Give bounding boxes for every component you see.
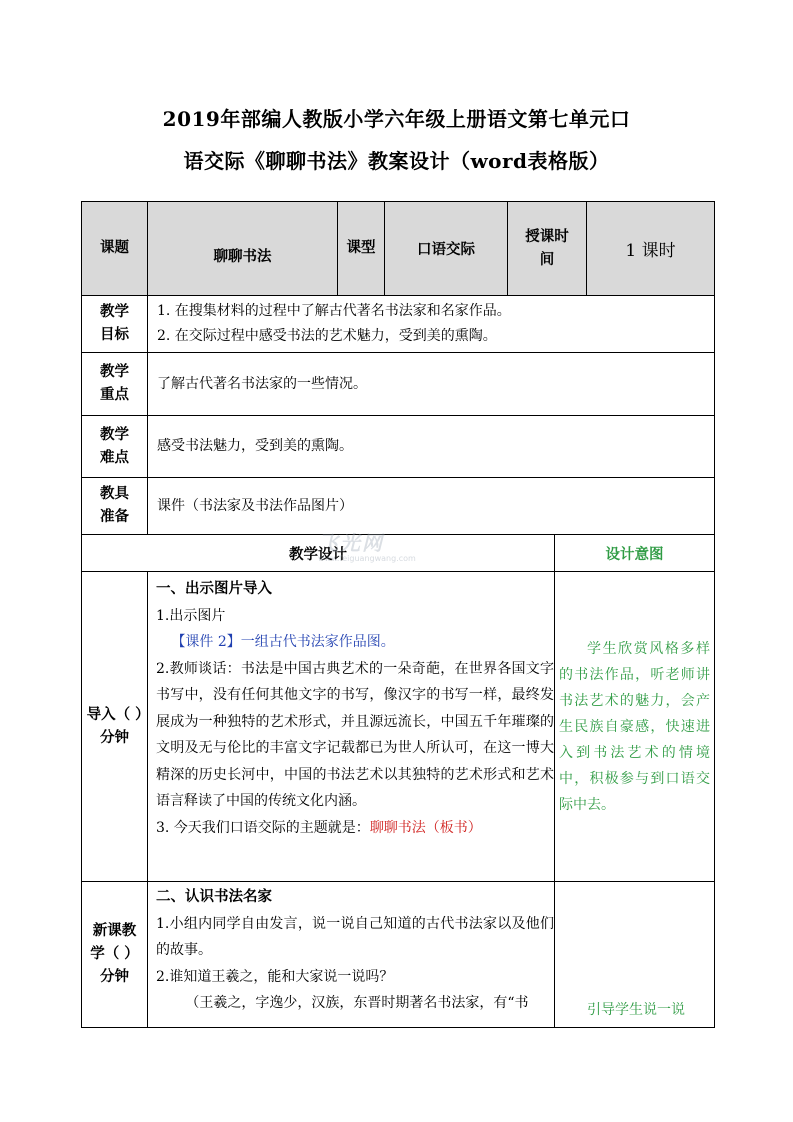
time-value: 1 课时 — [587, 202, 715, 296]
key-content: 了解古代著名书法家的一些情况。 — [148, 353, 715, 416]
document-title-line-1: 2019年部编人教版小学六年级上册语文第七单元口 — [162, 107, 631, 131]
goal-item: 2. 在交际过程中感受书法的艺术魅力，受到美的熏陶。 — [157, 328, 497, 344]
goal-item: 1. 在搜集材料的过程中了解古代著名书法家和名家作品。 — [157, 303, 511, 319]
tools-content: 课件（书法家及书法作品图片） — [148, 478, 715, 535]
header-row — [82, 202, 715, 296]
tools-row — [82, 478, 715, 535]
watermark-brand: 飞光网 — [318, 531, 384, 555]
intro-heading: 一、出示图片导入 — [156, 581, 272, 597]
goals-label: 教学目标 — [82, 296, 148, 353]
intro-label: 导入（ ）分钟 — [82, 572, 148, 882]
intro-topic-prefix: 3. 今天我们口语交际的主题就是： — [156, 819, 370, 836]
new-lesson-line: （王羲之，字逸少，汉族，东晋时期著名书法家，有“书 — [185, 995, 529, 1011]
intro-section-row — [82, 572, 715, 882]
new-lesson-intent: 引导学生说一说 — [555, 882, 715, 1028]
topic-label: 课题 — [82, 202, 148, 296]
difficult-content: 感受书法魅力，受到美的熏陶。 — [148, 416, 715, 478]
design-header-left: 教学设计 — [82, 535, 555, 572]
new-lesson-content — [148, 882, 555, 1028]
watermark-url: www.feiguangwang.com — [318, 554, 416, 563]
type-label: 课型 — [338, 202, 385, 296]
difficult-row — [82, 416, 715, 478]
intro-intent: 学生欣赏风格多样的书法作品，听老师讲书法艺术的魅力，会产生民族自豪感，快速进入到书法艺术的情境中，积极参与到口语交际中去。 — [555, 572, 715, 882]
goals-content — [148, 296, 715, 353]
board-writing-text: 聊聊书法（板书） — [369, 819, 482, 836]
intro-topic-line — [156, 815, 554, 842]
intro-content — [148, 572, 555, 882]
design-header-row — [82, 535, 715, 572]
topic-value: 聊聊书法 — [148, 202, 338, 296]
difficult-label: 教学难点 — [82, 416, 148, 478]
new-lesson-heading: 二、认识书法名家 — [156, 889, 272, 905]
time-label: 授课时间 — [508, 202, 587, 296]
intro-talk-paragraph: 2.教师谈话：书法是中国古典艺术的一朵奇葩，在世界各国文字书写中，没有任何其他文字的书写，像汉字的书写一样，最终发展成为一种独特的艺术形式，并且源远流长，中国五千年璀璨的文明及无与伦比的丰富文字记载都已为世人所认可，在这一博大精深的历史长河中，中国的书法艺术以其独特的艺术形式和艺术语言释读了中国的传统文化内涵。 — [156, 660, 554, 809]
lesson-plan-table — [81, 201, 715, 1028]
type-value: 口语交际 — [385, 202, 508, 296]
design-header-right: 设计意图 — [555, 535, 715, 572]
new-lesson-row — [82, 882, 715, 1028]
new-lesson-line: 2.谁知道王羲之，能和大家说一说吗？ — [156, 968, 394, 985]
new-lesson-label: 新课教学（ ）分钟 — [82, 882, 148, 1028]
tools-label: 教具准备 — [82, 478, 148, 535]
goals-row — [82, 296, 715, 353]
new-lesson-line: 1.小组内同学自由发言，说一说自己知道的古代书法家以及他们的故事。 — [156, 915, 554, 958]
document-title-line-2: 语交际《聊聊书法》教案设计（word表格版） — [183, 149, 610, 173]
intro-courseware-line: 【课件 2】一组古代书法家作品图。 — [171, 634, 395, 650]
key-label: 教学重点 — [82, 353, 148, 416]
intro-line: 1.出示图片 — [156, 607, 226, 624]
key-row — [82, 353, 715, 416]
